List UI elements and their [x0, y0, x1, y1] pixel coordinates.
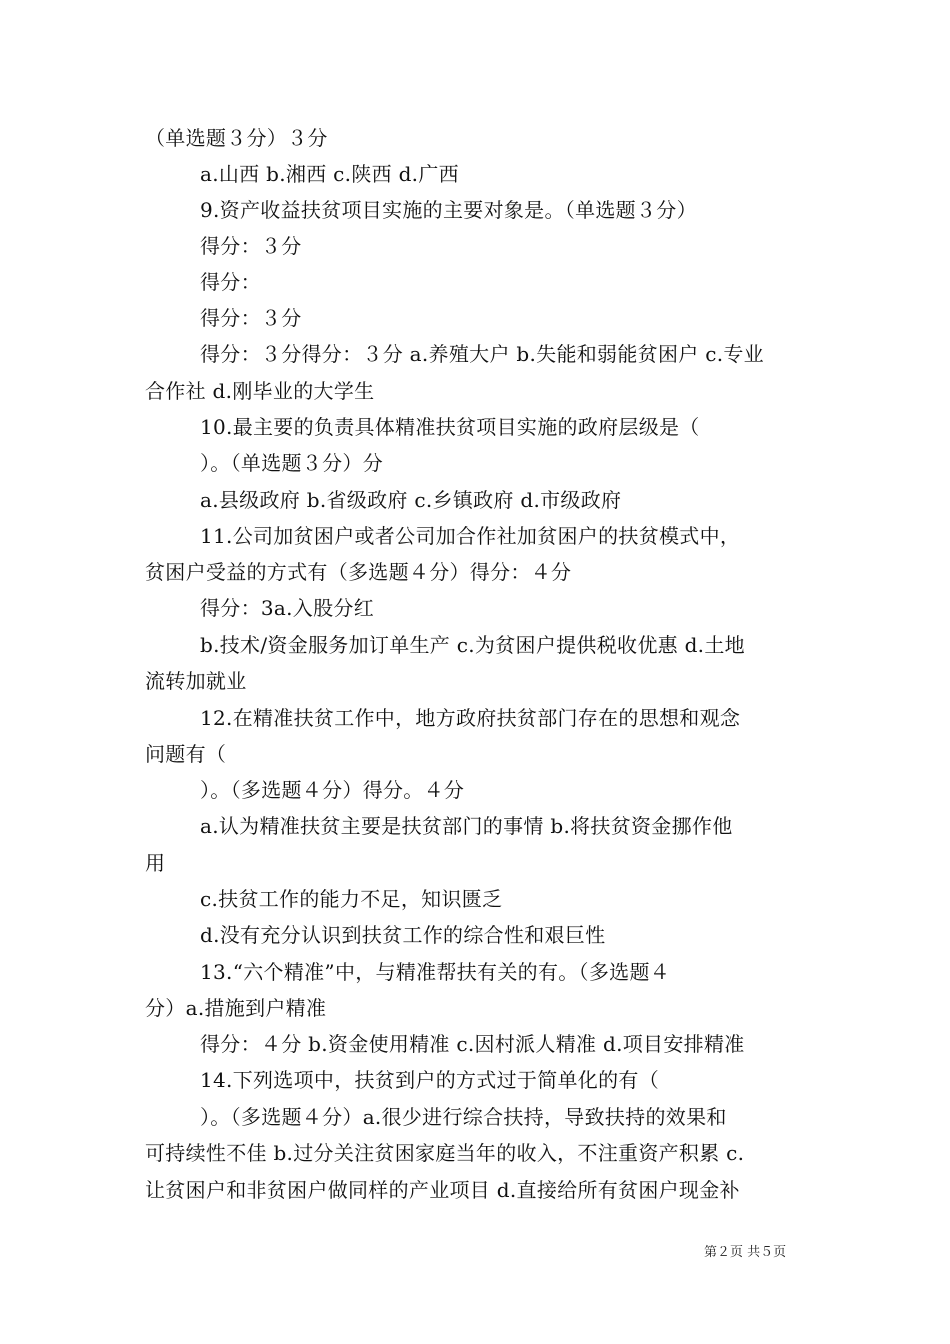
text-line: 得分：３分得分：３分 a.养殖大户 b.失能和弱能贫困户 c.专业 [200, 342, 764, 366]
text-line: 13.“六个精准”中，与精准帮扶有关的有。（多选题４ [200, 960, 671, 984]
text-line: 得分：３分 [200, 234, 302, 258]
text-line: （单选题３分）３分 [145, 126, 328, 150]
text-line: a.认为精准扶贫主要是扶贫部门的事情 b.将扶贫资金挪作他 [200, 814, 733, 838]
text-line: 11.公司加贫困户或者公司加合作社加贫困户的扶贫模式中， [200, 524, 741, 548]
text-line: 10.最主要的负责具体精准扶贫项目实施的政府层级是（ [200, 415, 700, 439]
text-line: 贫困户受益的方式有（多选题４分）得分：４分 [145, 560, 572, 584]
text-line: a.县级政府 b.省级政府 c.乡镇政府 d.市级政府 [200, 488, 622, 512]
text-line: 合作社 d.刚毕业的大学生 [145, 379, 375, 403]
text-line: 得分：3a.入股分红 [200, 596, 375, 620]
text-line: 问题有（ [145, 742, 227, 766]
text-line: b.技术/资金服务加订单生产 c.为贫困户提供税收优惠 d.土地 [200, 633, 745, 657]
text-line: d.没有充分认识到扶贫工作的综合性和艰巨性 [200, 923, 606, 947]
text-line: a.山西 b.湘西 c.陕西 d.广西 [200, 162, 459, 186]
text-line: 流转加就业 [145, 669, 247, 693]
text-line: 分）a.措施到户精准 [145, 996, 327, 1020]
text-line: 让贫困户和非贫困户做同样的产业项目 d.直接给所有贫困户现金补 [145, 1178, 740, 1202]
text-line: 9.资产收益扶贫项目实施的主要对象是。（单选题３分） [200, 198, 697, 222]
text-line: ）。（单选题３分）分 [200, 451, 383, 475]
text-line: 用 [145, 851, 166, 875]
text-line: ）。（多选题４分）a.很少进行综合扶持，导致扶持的效果和 [200, 1105, 727, 1129]
page-number: 第２页 共５页 [704, 1245, 787, 1260]
text-line: 得分：３分 [200, 306, 302, 330]
text-line: 得分： [200, 270, 261, 294]
text-line: ）。（多选题４分）得分。４分 [200, 778, 465, 802]
text-line: c.扶贫工作的能力不足，知识匮乏 [200, 887, 503, 911]
text-line: 12.在精准扶贫工作中，地方政府扶贫部门存在的思想和观念 [200, 706, 741, 730]
text-line: 可持续性不佳 b.过分关注贫困家庭当年的收入，不注重资产积累 c. [145, 1141, 745, 1165]
text-line: 14.下列选项中，扶贫到户的方式过于简单化的有（ [200, 1068, 660, 1092]
text-line: 得分：４分 b.资金使用精准 c.因村派人精准 d.项目安排精准 [200, 1032, 745, 1056]
